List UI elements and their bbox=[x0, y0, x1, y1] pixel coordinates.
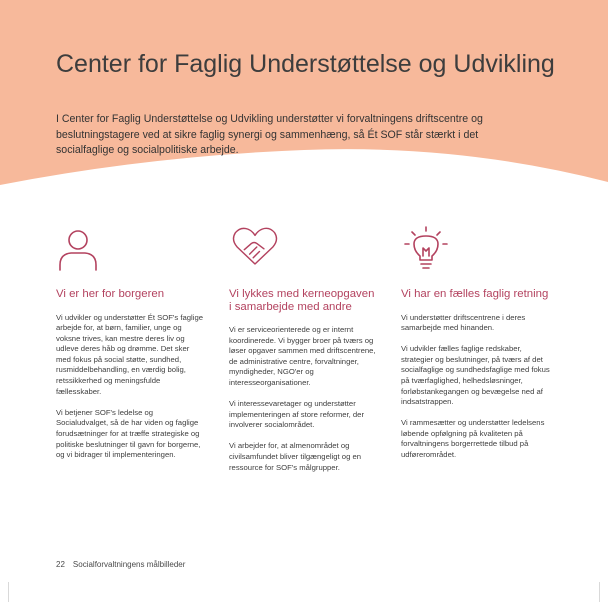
column-heading: Vi er her for borgeren bbox=[56, 288, 165, 300]
column-paragraph: Vi rammesætter og understøtter ledelsens løbende opfølgning på kvaliteten på forvaltningens borgerrettede tilbud på udførerområdet. bbox=[401, 418, 545, 460]
page-footer bbox=[56, 560, 185, 569]
crop-mark bbox=[8, 582, 9, 602]
footer-title: Socialforvaltningens målbilleder bbox=[72, 560, 186, 569]
column-paragraph: Vi betjener SOF's ledelse og Socialudvalget, så de har viden og faglige forudsætninger for at træffe strategiske og politiske beslutninger til gavn for borgerne, og vi bidrager til implementeringen. bbox=[56, 407, 201, 460]
lightbulb-icon bbox=[401, 224, 451, 274]
crop-mark bbox=[599, 582, 600, 602]
column-paragraph: Vi udvikler fælles faglige redskaber, strategier og beslutninger, på tværs af det socialfaglige og sundhedsfaglige med fokus på tværfaglighed, helhedsløsninger, forløbstankegangen og bevægelse ned af indsatstrappen. bbox=[401, 344, 550, 407]
column-samarbejde bbox=[229, 288, 379, 484]
column-borger bbox=[56, 288, 206, 471]
heart-handshake-icon bbox=[230, 222, 280, 272]
column-heading: Vi lykkes med kerneopgaven i samarbejde med andre bbox=[229, 288, 375, 313]
intro-text: I Center for Faglig Understøttelse og Udvikling understøtter vi forvaltningens driftscentre og beslutningstagere ved at sikre faglig synergi og sammenhæng, så Ét SOF står stærkt i det socialfaglige og socialpolitiske arbejde. bbox=[56, 113, 483, 156]
column-paragraph: Vi udvikler og understøtter Ét SOF's faglige arbejde for, at børn, familier, unge og voksne trives, kan mestre deres liv og udleve deres håb og drømme. Det sker med fokus på social støtte, sundhed, rusmiddelbehandling, en værdig bolig, retssikkerhed og meningsfulde fællesskaber. bbox=[56, 312, 204, 396]
page-title: Center for Faglig Understøttelse og Udvikling bbox=[56, 50, 555, 78]
column-paragraph: Vi arbejder for, at almenområdet og civilsamfundet bliver tilgængeligt og en ressource for SOF's målgrupper. bbox=[229, 441, 362, 472]
page-number: 22 bbox=[56, 560, 65, 569]
column-paragraph: Vi interessevaretager og understøtter implementeringen af store reformer, der involverer socialområdet. bbox=[229, 399, 365, 430]
column-paragraph: Vi er serviceorienterede og er internt koordinerede. Vi bygger broer på tværs og løser opgaver sammen med driftscentrene, de administrative centre, forvaltninger, myndigheder, NGO'er og interesseorganisationer. bbox=[229, 325, 376, 387]
column-retning bbox=[401, 288, 553, 471]
column-paragraph: Vi understøtter driftscentrene i deres samarbejde med hinanden. bbox=[401, 312, 526, 333]
person-icon bbox=[53, 225, 103, 275]
header-background bbox=[0, 0, 608, 215]
column-heading: Vi har en fælles faglig retning bbox=[401, 288, 549, 300]
